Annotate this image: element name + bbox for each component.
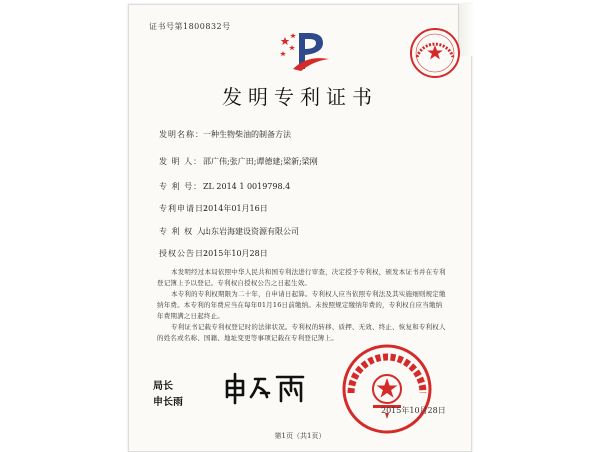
field-label: 发 明 人：	[159, 157, 203, 166]
field-inventors	[159, 156, 318, 167]
notice-paragraph: 本专利的专利权期限为二十年，自申请日起算。专利权人应当依照专利法及其实施细则规定缴纳年费。本专利的年费应当在每年01月16日前缴纳。未按照规定缴纳年费的，专利权自应当缴纳年费期满之日起终止。	[157, 290, 446, 320]
patent-seal-stamp	[409, 27, 461, 79]
field-value: 2014年01月16日	[203, 204, 268, 213]
notice-paragraph: 本发明经过本局依照中华人民共和国专利法进行审查，决定授予专利权，颁发本证书并在专利登记簿上予以登记。专利权自授权公告之日起生效。	[157, 268, 446, 287]
notice-text	[157, 267, 447, 344]
field-value: 一种生物柴油的制备方法	[203, 130, 291, 139]
field-grant-date	[159, 248, 268, 259]
field-patent-number	[159, 181, 290, 192]
patent-certificate	[128, 4, 472, 452]
field-label: 发明名称：	[159, 130, 204, 139]
field-application-date	[159, 203, 268, 214]
national-ipa-seal	[341, 343, 433, 435]
field-value: 山东岩海建设资源有限公司	[203, 227, 299, 236]
field-value: 邵广伟;张广田;谭德建;梁新;梁刚	[203, 157, 318, 166]
certificate-number: 证书号第1800832号	[149, 22, 231, 31]
field-invention-name	[159, 129, 291, 140]
grant-stamp-date: 2015年10月28日	[381, 406, 446, 415]
director-name: 申长雨	[153, 397, 183, 408]
field-label: 专 利 权 人：	[159, 227, 215, 236]
field-value: ZL 2014 1 0019798.4	[203, 182, 291, 191]
field-label: 专利申请日：	[159, 204, 213, 213]
field-label: 授权公告日：	[159, 249, 213, 258]
field-label: 专 利 号：	[159, 182, 203, 191]
director-title: 局长	[153, 381, 173, 392]
notice-paragraph: 专利证书记载专利权登记时的法律状况。专利权的转移、质押、无效、终止、恢复和专利权人的姓名或名称、国籍、地址变更等事项记载在专利登记簿上。	[157, 323, 446, 342]
director-signature	[221, 371, 311, 405]
sipo-logo-icon	[279, 29, 331, 73]
page-footer: 第1页（共1页）	[274, 432, 326, 440]
field-value: 2015年10月28日	[203, 249, 268, 258]
certificate-title: 发明专利证书	[222, 85, 378, 109]
field-patentee	[159, 226, 299, 237]
